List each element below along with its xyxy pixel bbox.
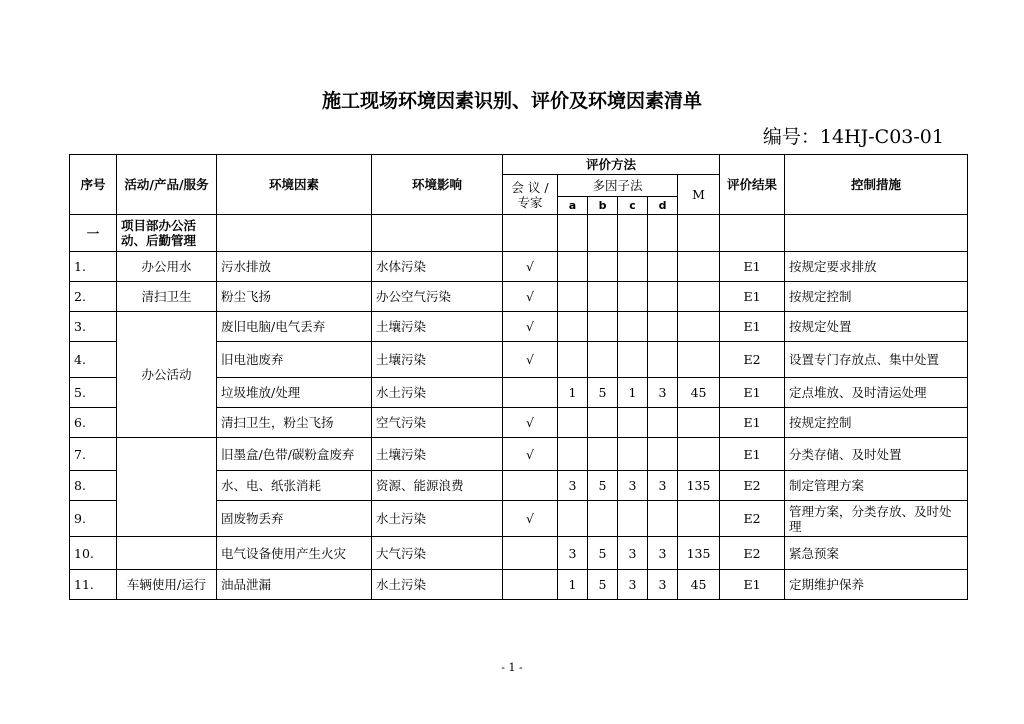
cell-meeting: √ <box>503 501 558 537</box>
header-b: b <box>588 197 618 215</box>
header-factor: 环境因素 <box>217 155 372 215</box>
cell-control: 设置专门存放点、集中处置 <box>785 342 968 378</box>
cell-c <box>618 342 648 378</box>
section-title: 项目部办公活动、后勤管理 <box>117 215 217 252</box>
cell-a: 1 <box>558 378 588 408</box>
header-result: 评价结果 <box>720 155 785 215</box>
cell-activity: 清扫卫生 <box>117 282 217 312</box>
cell-d: 3 <box>648 537 678 570</box>
header-m: M <box>678 175 720 215</box>
table-row <box>70 570 968 600</box>
cell-b: 5 <box>588 378 618 408</box>
cell-b: 5 <box>588 570 618 600</box>
cell-impact: 水体污染 <box>372 252 503 282</box>
cell-a <box>558 342 588 378</box>
cell-m <box>678 252 720 282</box>
header-meeting: 会 议 / 专家 <box>503 175 558 215</box>
cell-d: 3 <box>648 471 678 501</box>
table-row <box>70 282 968 312</box>
cell-m <box>678 282 720 312</box>
cell-result: E2 <box>720 342 785 378</box>
cell-factor: 固废物丢弃 <box>217 501 372 537</box>
cell-factor: 清扫卫生，粉尘飞扬 <box>217 408 372 438</box>
cell-c <box>618 312 648 342</box>
cell-b <box>588 438 618 471</box>
cell-d <box>648 252 678 282</box>
cell-meeting: √ <box>503 282 558 312</box>
cell-factor: 油品泄漏 <box>217 570 372 600</box>
cell-control: 紧急预案 <box>785 537 968 570</box>
cell-a <box>558 282 588 312</box>
cell-seq: 4. <box>70 342 117 378</box>
cell-m <box>678 408 720 438</box>
cell-result: E1 <box>720 312 785 342</box>
cell-d: 3 <box>648 378 678 408</box>
cell-seq: 8. <box>70 471 117 501</box>
cell-impact: 土壤污染 <box>372 342 503 378</box>
cell-d <box>648 438 678 471</box>
cell-m <box>678 501 720 537</box>
cell-seq: 3. <box>70 312 117 342</box>
cell-c <box>618 408 648 438</box>
cell-c: 3 <box>618 570 648 600</box>
cell-d <box>648 342 678 378</box>
cell-control: 定期维护保养 <box>785 570 968 600</box>
table-row <box>70 312 968 342</box>
cell-result: E2 <box>720 537 785 570</box>
cell-b: 5 <box>588 537 618 570</box>
cell-meeting: √ <box>503 252 558 282</box>
cell-seq: 6. <box>70 408 117 438</box>
cell-b <box>588 501 618 537</box>
cell-c <box>618 438 648 471</box>
cell-factor: 污水排放 <box>217 252 372 282</box>
cell-seq: 2. <box>70 282 117 312</box>
cell-c <box>618 252 648 282</box>
cell-a: 1 <box>558 570 588 600</box>
cell-impact: 水土污染 <box>372 378 503 408</box>
cell-control: 按规定控制 <box>785 408 968 438</box>
header-d: d <box>648 197 678 215</box>
cell-control: 管理方案，分类存放、及时处理 <box>785 501 968 537</box>
cell-b <box>588 252 618 282</box>
cell-result: E1 <box>720 282 785 312</box>
cell-d: 3 <box>648 570 678 600</box>
cell-result: E1 <box>720 408 785 438</box>
cell-factor: 旧电池废弃 <box>217 342 372 378</box>
cell-activity: 办公用水 <box>117 252 217 282</box>
cell-result: E1 <box>720 378 785 408</box>
cell-control: 制定管理方案 <box>785 471 968 501</box>
environment-factor-table <box>69 154 968 600</box>
cell-m <box>678 438 720 471</box>
cell-activity: 车辆使用/运行 <box>117 570 217 600</box>
cell-c: 3 <box>618 471 648 501</box>
cell-m: 45 <box>678 570 720 600</box>
cell-impact: 空气污染 <box>372 408 503 438</box>
cell-m <box>678 342 720 378</box>
header-impact: 环境影响 <box>372 155 503 215</box>
cell-seq: 1. <box>70 252 117 282</box>
cell-control: 分类存储、及时处置 <box>785 438 968 471</box>
cell-seq: 9. <box>70 501 117 537</box>
cell-d <box>648 501 678 537</box>
cell-result: E2 <box>720 501 785 537</box>
header-c: c <box>618 197 648 215</box>
section-seq: 一 <box>70 215 117 252</box>
cell-result: E1 <box>720 570 785 600</box>
cell-meeting: √ <box>503 438 558 471</box>
cell-activity <box>117 537 217 570</box>
cell-result: E1 <box>720 252 785 282</box>
page-title: 施工现场环境因素识别、评价及环境因素清单 <box>321 90 702 112</box>
cell-meeting <box>503 570 558 600</box>
cell-factor: 电气设备使用产生火灾 <box>217 537 372 570</box>
cell-a: 3 <box>558 537 588 570</box>
cell-a <box>558 501 588 537</box>
cell-impact: 办公空气污染 <box>372 282 503 312</box>
header-a: a <box>558 197 588 215</box>
cell-control: 按规定要求排放 <box>785 252 968 282</box>
cell-impact: 土壤污染 <box>372 312 503 342</box>
cell-control: 按规定处置 <box>785 312 968 342</box>
cell-impact: 土壤污染 <box>372 438 503 471</box>
cell-c: 3 <box>618 537 648 570</box>
cell-d <box>648 408 678 438</box>
cell-b <box>588 312 618 342</box>
cell-activity-group: 办公活动 <box>117 312 217 438</box>
document-number: 编号：14HJ-C03-01 <box>762 126 944 148</box>
cell-a: 3 <box>558 471 588 501</box>
cell-m <box>678 312 720 342</box>
header-activity: 活动/产品/服务 <box>117 155 217 215</box>
cell-result: E1 <box>720 438 785 471</box>
cell-m: 45 <box>678 378 720 408</box>
cell-a <box>558 312 588 342</box>
cell-impact: 大气污染 <box>372 537 503 570</box>
cell-meeting: √ <box>503 408 558 438</box>
cell-meeting <box>503 471 558 501</box>
table-row <box>70 438 968 471</box>
cell-factor: 粉尘飞扬 <box>217 282 372 312</box>
cell-seq: 10. <box>70 537 117 570</box>
cell-factor: 垃圾堆放/处理 <box>217 378 372 408</box>
cell-c <box>618 501 648 537</box>
cell-b <box>588 282 618 312</box>
cell-d <box>648 312 678 342</box>
cell-impact: 水土污染 <box>372 501 503 537</box>
header-control: 控制措施 <box>785 155 968 215</box>
cell-b <box>588 408 618 438</box>
cell-b: 5 <box>588 471 618 501</box>
cell-factor: 水、电、纸张消耗 <box>217 471 372 501</box>
cell-factor: 废旧电脑/电气丢弃 <box>217 312 372 342</box>
cell-a <box>558 252 588 282</box>
cell-factor: 旧墨盒/色带/碳粉盒废弃 <box>217 438 372 471</box>
table-row <box>70 537 968 570</box>
header-seq: 序号 <box>70 155 117 215</box>
cell-d <box>648 282 678 312</box>
section-row <box>70 215 968 252</box>
cell-activity-empty <box>117 438 217 537</box>
cell-control: 定点堆放、及时清运处理 <box>785 378 968 408</box>
cell-impact: 水土污染 <box>372 570 503 600</box>
cell-meeting <box>503 378 558 408</box>
cell-a <box>558 438 588 471</box>
cell-seq: 7. <box>70 438 117 471</box>
cell-control: 按规定控制 <box>785 282 968 312</box>
cell-meeting: √ <box>503 312 558 342</box>
cell-m: 135 <box>678 471 720 501</box>
cell-m: 135 <box>678 537 720 570</box>
page-number: - 1 - <box>501 661 523 674</box>
table-row <box>70 252 968 282</box>
header-method: 评价方法 <box>503 155 720 175</box>
cell-b <box>588 342 618 378</box>
cell-meeting: √ <box>503 342 558 378</box>
cell-impact: 资源、能源浪费 <box>372 471 503 501</box>
cell-seq: 5. <box>70 378 117 408</box>
header-multi-factor: 多因子法 <box>558 175 678 197</box>
cell-c: 1 <box>618 378 648 408</box>
cell-result: E2 <box>720 471 785 501</box>
cell-seq: 11. <box>70 570 117 600</box>
cell-meeting <box>503 537 558 570</box>
cell-c <box>618 282 648 312</box>
cell-a <box>558 408 588 438</box>
